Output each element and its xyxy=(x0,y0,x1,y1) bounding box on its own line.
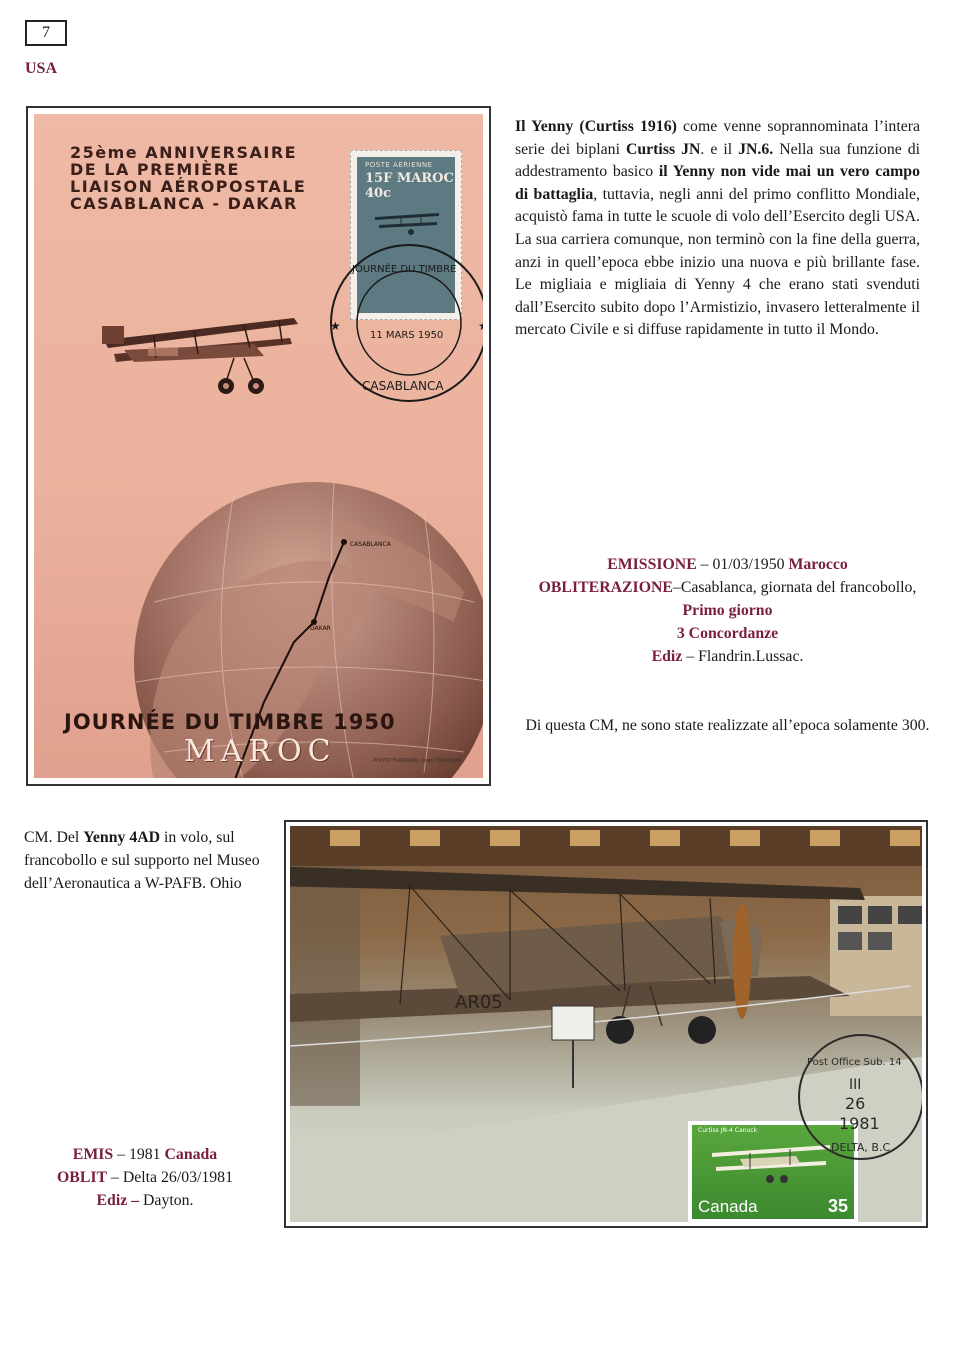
postmark-day: 26 xyxy=(845,1094,866,1113)
card-bottom-country: MAROC xyxy=(184,734,337,769)
description-bold: JN.6. xyxy=(738,140,774,158)
svg-text:★: ★ xyxy=(478,319,489,333)
postmark-date: 11 MARS 1950 xyxy=(370,330,444,341)
postmark-roman: III xyxy=(849,1077,862,1093)
description-text: come venne soprannominata l’intera serie dei biplani xyxy=(515,118,920,158)
description-bold: Il Yenny (Curtiss 1916) xyxy=(515,118,677,135)
description-text: Nella sua funzione di addestramento basico xyxy=(515,140,921,181)
postmark-office: Post Office Sub. 14 xyxy=(807,1057,902,1068)
maximum-card-morocco xyxy=(26,106,491,786)
biplane-illustration xyxy=(94,310,314,406)
card-bottom-title: JOURNÉE DU TIMBRE 1950 xyxy=(64,710,396,734)
globe-label-casablanca: CASABLANCA xyxy=(350,541,391,548)
ediz-text: Dayton. xyxy=(139,1192,194,1209)
card-picture xyxy=(34,114,489,778)
card-title xyxy=(70,144,306,212)
oblit-text: – Delta 26/03/1981 xyxy=(107,1169,233,1186)
obliteration-label: OBLITERAZIONE xyxy=(538,579,673,596)
postmark-location: DELTA, B.C. xyxy=(831,1141,894,1154)
first-day-line: Primo giorno xyxy=(682,602,773,619)
page-number: 7 xyxy=(25,20,67,46)
caption-bold: Yenny 4AD xyxy=(83,829,161,846)
caption-text: in volo, sul francobollo e sul supporto nel Museo dell’Aeronautica a W-PAFB. Ohio xyxy=(24,829,260,892)
stamp-caption: Curtiss JN-4 Canuck xyxy=(698,1127,758,1134)
description-text: , tuttavia, negli anni del primo conflitto Mondiale, acquistò fama in tutte le scuole di volo dell’Esercito degli USA. La sua carriera comunque, non terminò con la fine della guerra, anzi in quell’epoca ebbe inizio una nuova e più brillante fase. Le migliaia e migliaia di Yenny 4 che erano stati svenduti dall’Esercito subito dopo l’Armistizio, invasero letteralmente il mercato Civile e si diffuse rapidamente in tutto il Mondo. xyxy=(515,185,920,339)
edition-label: Ediz xyxy=(651,648,683,665)
concordance-line: 3 Concordanze xyxy=(676,625,779,642)
edition-text: – Flandrin.Lussac. xyxy=(682,648,804,665)
card-title-line: LIAISON AÉROPOSTALE xyxy=(70,177,307,196)
museum-photo xyxy=(290,826,922,1222)
stamp-country: Canada xyxy=(698,1197,758,1216)
emis-label: EMIS xyxy=(72,1146,114,1163)
photo-credit: PHOTO FLANDRIN / Jean TROUSSIN xyxy=(373,758,461,764)
stamp-header: POSTE AERIENNE xyxy=(365,161,433,169)
maximum-card-canada xyxy=(284,820,928,1228)
card-title-line: CASABLANCA - DAKAR xyxy=(70,194,298,213)
stamp-value: 15F MAROC 40c xyxy=(365,171,454,201)
card-title-line: 25ème ANNIVERSAIRE xyxy=(70,143,298,162)
emission-country: Marocco xyxy=(788,556,848,573)
description-bold: il Yenny non vide mai un vero campo di battaglia xyxy=(515,163,920,203)
caption-yenny-4ad xyxy=(24,826,269,895)
obliteration-text: –Casablanca, giornata del francobollo, xyxy=(672,579,917,596)
edition-note: Di questa CM, ne sono state realizzate all’epoca solamente 300. xyxy=(525,717,930,734)
postmark-top-text: JOURNÉE DU TIMBRE xyxy=(352,264,457,275)
card-title-line: DE LA PREMIÈRE xyxy=(70,160,240,179)
emis-country: Canada xyxy=(164,1146,218,1163)
stamp-plane-icon xyxy=(371,209,443,237)
svg-text:★: ★ xyxy=(330,319,341,333)
caption-text: CM. Del xyxy=(24,829,84,846)
plane-code: AR05 xyxy=(455,992,503,1013)
emission-details-morocco xyxy=(520,553,935,668)
country-heading: USA xyxy=(25,60,58,77)
postmark-year: 1981 xyxy=(839,1114,880,1133)
stamp-denomination: 35 xyxy=(827,1196,848,1216)
globe-label-dakar: DAKAR xyxy=(310,625,331,632)
oblit-label: OBLIT xyxy=(57,1169,108,1186)
description-bold: Curtiss JN xyxy=(625,140,701,158)
emission-label: EMISSIONE xyxy=(607,556,697,573)
emission-details-canada xyxy=(20,1143,270,1212)
casablanca-postmark xyxy=(324,238,489,408)
description-text: . e il xyxy=(700,140,739,158)
emission-date: – 01/03/1950 xyxy=(696,556,789,573)
postmark-city: CASABLANCA xyxy=(362,379,444,393)
ediz-label: Ediz – xyxy=(96,1192,140,1209)
delta-postmark xyxy=(795,1031,922,1163)
emis-year: – 1981 xyxy=(113,1146,165,1163)
description-paragraph xyxy=(515,116,920,342)
